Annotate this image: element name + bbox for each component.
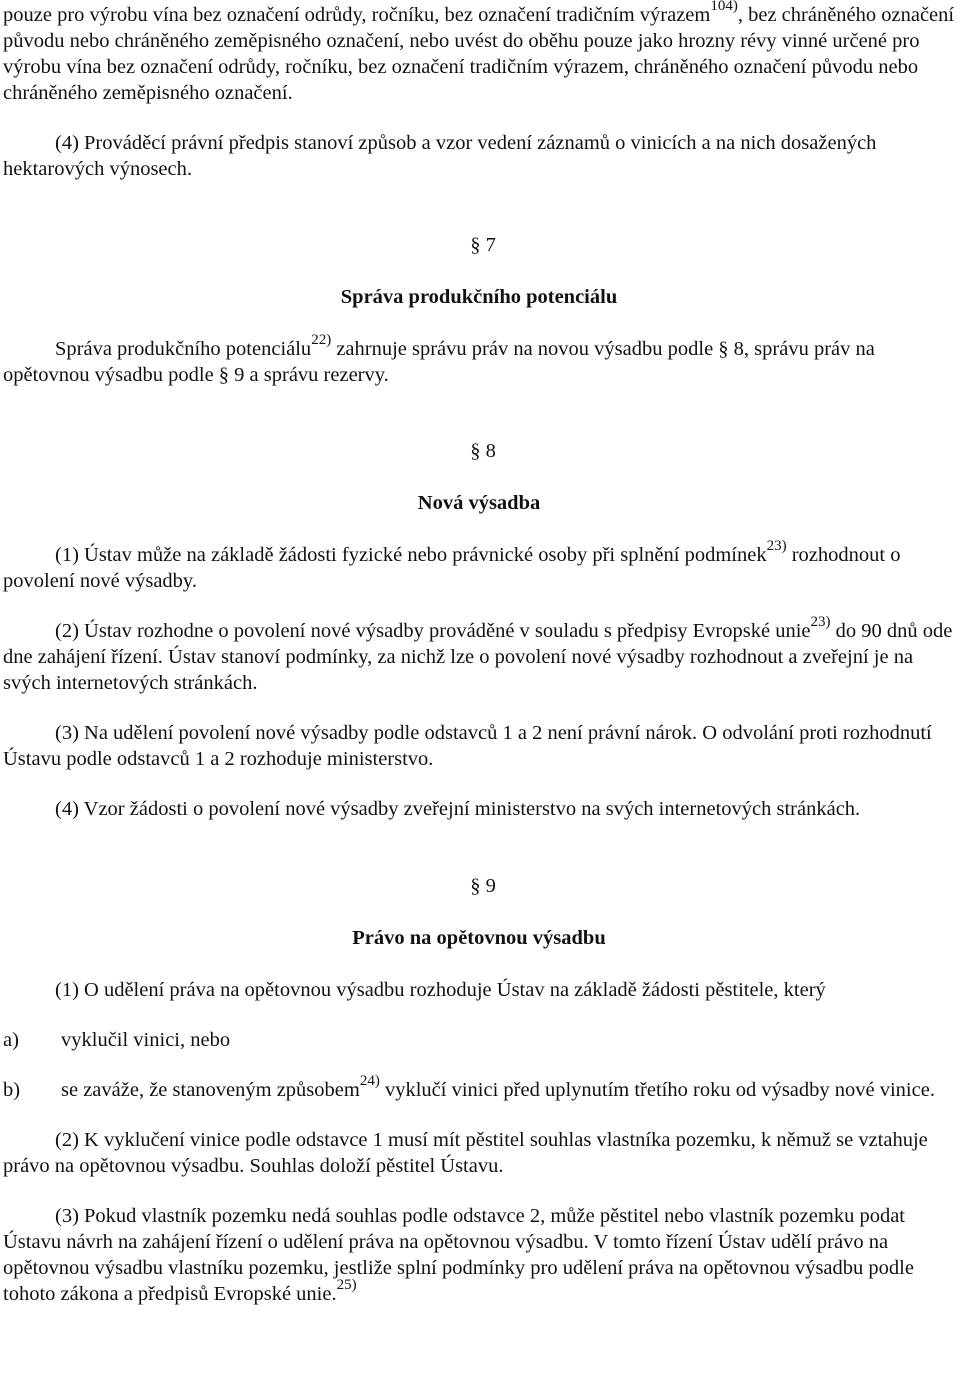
document-page [3,2,955,1307]
footnote-ref: 23) [766,538,787,555]
footnote-ref: 104) [710,0,738,15]
intro-text-a: pouze pro výrobu vína bez označení odrůdy, ročníku, bez označení tradičním výrazem [3,4,711,26]
footnote-ref: 25) [336,1277,357,1294]
s8-p1-text-a: (1) Ústav může na základě žádosti fyzické nebo právnické osoby při splnění podmínek [55,544,767,566]
intro-paragraph-4: (4) Prováděcí právní předpis stanoví způsob a vzor vedení záznamů o vinicích a na nich dosažených hektarových výnosech. [3,132,877,180]
section-9-number: § 9 [470,875,496,897]
list-item [3,1073,955,1103]
list-item-text-b: vyklučí vinici před uplynutím třetího roku od výsadby nové vinice. [379,1079,935,1101]
section-7-number: § 7 [470,234,496,256]
footnote-ref: 23) [810,614,831,631]
list-item-text-a: vyklučil vinici, nebo [61,1029,231,1051]
s7-text-b: zahrnuje správu práv na novou výsadbu podle § 8, správu práv na opětovnou výsadbu podle § 9 a správu rezervy. [3,338,875,386]
s7-text-a: Správa produkčního potenciálu [55,338,312,360]
section-8-paragraph-2 [3,614,955,696]
list-item-label: b) [3,1079,21,1101]
s9-p3-text: (3) Pokud vlastník pozemku nedá souhlas podle odstavce 2, může pěstitel nebo vlastník pozemku podat Ústavu návrh na zahájení řízení o udělení práva na opětovnou výsadbu. V tomto řízení Ústav udělí právo na opětovnou výsadbu vlastníku pozemku, jestliže splní podmínky pro udělení práva na opětovnou výsadbu podle tohoto zákona a předpisů Evropské unie. [3,1205,914,1305]
section-9-paragraph-2: (2) K vyklučení vinice podle odstavce 1 musí mít pěstitel souhlas vlastníka pozemku, k němuž se vztahuje právo na opětovnou výsadbu. Souhlas doloží pěstitel Ústavu. [3,1129,928,1177]
section-8-title: Nová výsadba [417,492,541,514]
section-9-title: Právo na opětovnou výsadbu [352,927,606,949]
s8-p1-text-b: rozhodnout o povolení nové výsadby. [3,544,901,592]
section-8-paragraph-1 [3,538,955,594]
s8-p2-text-a: (2) Ústav rozhodne o povolení nové výsadby prováděné v souladu s předpisy Evropské unie [55,620,811,642]
section-7-paragraph [3,332,955,388]
footnote-ref: 22) [311,332,332,349]
section-7-title: Správa produkčního potenciálu [340,286,618,308]
list-item [3,1027,955,1053]
footnote-ref: 24) [359,1073,380,1090]
list-item-text [61,1073,955,1103]
list-item-label: a) [3,1029,19,1051]
intro-text-b: , bez chráněného označení původu nebo chráněného zeměpisného označení, nebo uvést do oběhu pouze jako hrozny révy vinné určené pro výrobu vína bez označení odrůdy, ročníku, bez označení tradičním výrazem, chráněného označení původu nebo chráněného zeměpisného označení. [3,4,955,104]
section-8-paragraph-4: (4) Vzor žádosti o povolení nové výsadby zveřejní ministerstvo na svých internetových stránkách. [55,798,861,820]
section-8-paragraph-3: (3) Na udělení povolení nové výsadby podle odstavců 1 a 2 není právní nárok. O odvolání proti rozhodnutí Ústavu podle odstavců 1 a 2 rozhoduje ministerstvo. [3,722,932,770]
list-item-text-a: se zaváže, že stanoveným způsobem [61,1079,360,1101]
intro-paragraph [3,2,955,106]
section-9-paragraph-1: (1) O udělení práva na opětovnou výsadbu rozhoduje Ústav na základě žádosti pěstitele, který [55,979,826,1001]
section-8-number: § 8 [470,440,496,462]
list-item-text [61,1027,955,1053]
s8-p2-text-b: do 90 dnů ode dne zahájení řízení. Ústav stanoví podmínky, za nichž lze o povolení nové výsadby rozhodnout a zveřejní je na svých internetových stránkách. [3,620,953,694]
section-9-paragraph-3 [3,1203,955,1307]
